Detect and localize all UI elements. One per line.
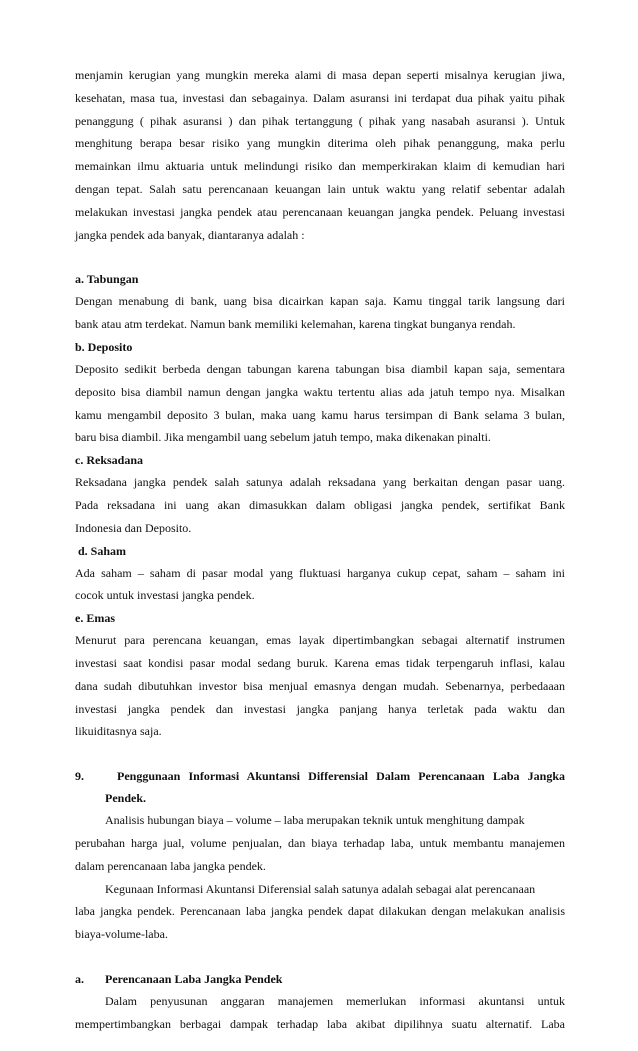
- text-line: investasi saat kondisi pasar modal sedang buruk. Karena emas tidak terpengaruh inflasi, kalau: [75, 655, 565, 670]
- reksadana-paragraph: [75, 471, 565, 539]
- heading-emas: e. Emas: [75, 611, 115, 626]
- text-line: melakukan investasi jangka pendek atau perencanaan keuangan jangka pendek. Peluang investasi: [75, 204, 565, 219]
- text-line: menjamin kerugian yang mungkin mereka alami di masa depan seperti misalnya kerugian jiwa,: [75, 68, 565, 82]
- text-line: baru bisa diambil. Jika mengambil uang sebelum jatuh tempo, maka dikenakan pinalti.: [75, 430, 491, 445]
- section-title-line: Pendek.: [105, 791, 147, 806]
- text-line: mempertimbangkan berbagai dampak terhadap laba akibat dipilihnya suatu alternatif. Laba: [75, 1016, 565, 1031]
- text-line: memainkan ilmu aktuaria untuk melindungi risiko dan memperkirakan klaim di kemudian hari: [75, 159, 565, 174]
- saham-paragraph: [75, 562, 565, 608]
- text-line: perubahan harga jual, volume penjualan, dan biaya terhadap laba, untuk membantu manajemen: [75, 835, 565, 850]
- text-line: Analisis hubungan biaya – volume – laba merupakan teknik untuk menghitung dampak: [105, 813, 525, 828]
- text-line: Menurut para perencana keuangan, emas layak dipertimbangkan sebagai alternatif instrumen: [75, 633, 565, 648]
- section-9-paragraph-1: [75, 809, 565, 877]
- text-line: kamu mengambil deposito 3 bulan, maka uang kamu harus tersimpan di Bank selama 3 bulan,: [75, 407, 565, 422]
- text-line: Dengan menabung di bank, uang bisa dicairkan kapan saja. Kamu tinggal tarik langsung dari: [75, 294, 565, 309]
- heading-reksadana: c. Reksadana: [75, 453, 144, 468]
- document-page: [75, 64, 565, 1036]
- emas-paragraph: [75, 629, 565, 743]
- section-9-heading: [75, 765, 565, 809]
- text-line: deposito bisa diambil namun dengan jangka waktu tertentu alias ada jatuh tempo nya. Misalkan: [75, 384, 565, 399]
- heading-deposito: b. Deposito: [75, 339, 133, 354]
- text-line: Deposito sedikit berbeda dengan tabungan karena tabungan bisa diambil kapan saja, sementara: [75, 361, 565, 376]
- deposito-paragraph: [75, 358, 565, 449]
- section-number: 9.: [75, 769, 84, 784]
- section-number: a.: [75, 971, 84, 986]
- section-a-paragraph: [75, 990, 565, 1036]
- text-line: penanggung ( pihak asuransi ) dan pihak tertanggung ( pihak yang nasabah asuransi ). Untuk: [75, 113, 565, 128]
- text-line: dalam perencanaan laba jangka pendek.: [75, 858, 266, 873]
- tabungan-paragraph: [75, 290, 565, 336]
- text-line: jangka pendek ada banyak, diantaranya adalah :: [75, 227, 305, 242]
- text-line: dengan tepat. Salah satu perencanaan keuangan lain untuk waktu yang relatif sebentar adalah: [75, 181, 565, 196]
- text-line: kesehatan, masa tua, investasi dan sebagainya. Dalam asuransi ini terdapat dua pihak yaitu pihak: [75, 90, 565, 105]
- text-line: Kegunaan Informasi Akuntansi Diferensial salah satunya adalah sebagai alat perencanaan: [105, 881, 536, 896]
- text-line: Reksadana jangka pendek salah satunya adalah reksadana yang berkaitan dengan pasar uang.: [75, 475, 565, 490]
- text-line: laba jangka pendek. Perencanaan laba jangka pendek dapat dilakukan dengan melakukan analisis: [75, 904, 565, 919]
- intro-paragraph: [75, 64, 565, 246]
- section-a-heading: [75, 968, 565, 990]
- section-9-paragraph-2: [75, 878, 565, 946]
- text-line: bank atau atm terdekat. Namun bank memiliki kelemahan, karena tingkat bunganya rendah.: [75, 317, 516, 332]
- text-line: biaya-volume-laba.: [75, 927, 168, 942]
- text-line: dana sudah dibutuhkan investor bisa menjual emasnya dengan mudah. Sebenarnya, perbedaaan: [75, 678, 565, 693]
- text-line: Indonesia dan Deposito.: [75, 520, 192, 535]
- text-line: menghitung berapa besar risiko yang mungkin diterima oleh pihak penanggung, maka perlu: [75, 136, 565, 151]
- text-line: likuiditasnya saja.: [75, 724, 162, 739]
- text-line: cocok untuk investasi jangka pendek.: [75, 588, 255, 603]
- section-title-line: Penggunaan Informasi Akuntansi Differensial Dalam Perencanaan Laba Jangka: [117, 769, 565, 784]
- text-line: Dalam penyusunan anggaran manajemen memerlukan informasi akuntansi untuk: [105, 993, 565, 1008]
- section-title: Perencanaan Laba Jangka Pendek: [105, 971, 283, 986]
- text-line: investasi jangka pendek dan investasi jangka panjang hanya terletak pada waktu dan: [75, 701, 565, 716]
- heading-tabungan: a. Tabungan: [75, 272, 139, 287]
- heading-saham: d. Saham: [75, 543, 127, 558]
- text-line: Pada reksadana ini uang akan dimasukkan dalam obligasi jangka pendek, sertifikat Bank: [75, 497, 565, 512]
- text-line: Ada saham – saham di pasar modal yang fluktuasi harganya cukup cepat, saham – saham ini: [75, 565, 565, 580]
